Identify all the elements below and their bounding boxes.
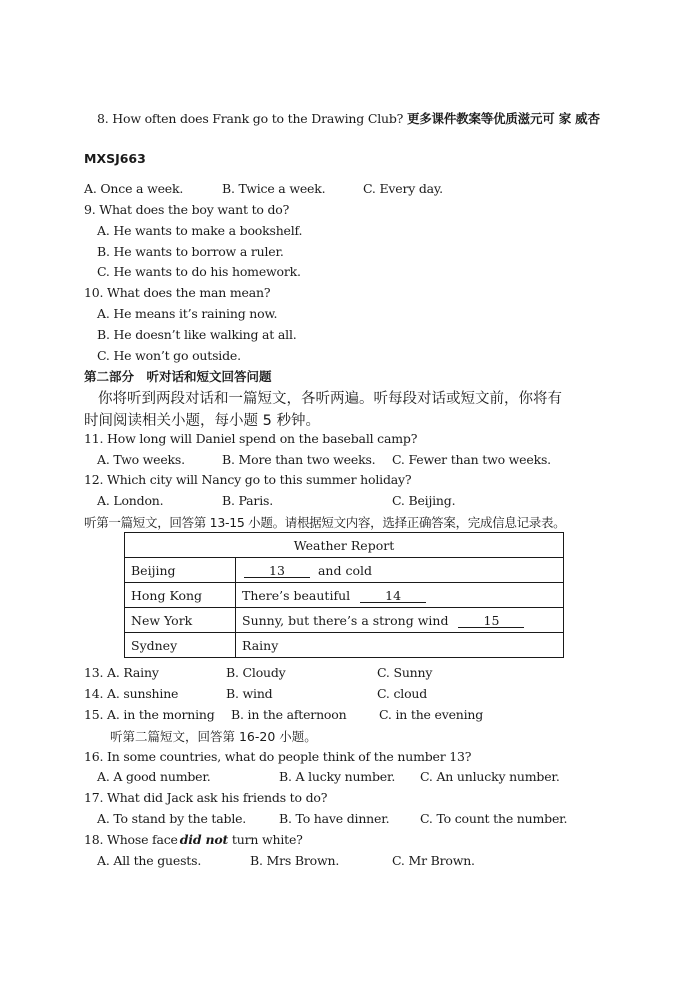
q11-option-c: C. Fewer than two weeks. (392, 452, 551, 467)
q18-question-emphasis: did not (179, 832, 229, 847)
q15-option-a: 15. A. in the morning (84, 707, 215, 722)
q17-question: 17. What did Jack ask his friends to do? (84, 790, 328, 805)
passage2-instructions: 听第二篇短文，回答第 16-20 小题。 (110, 729, 317, 744)
code-label: MXSJ663 (84, 151, 146, 166)
q17-option-c: C. To count the number. (420, 811, 568, 826)
q10-option-a: A. He means it’s raining now. (97, 306, 278, 321)
q10-question: 10. What does the man mean? (84, 285, 271, 300)
q18-option-c: C. Mr Brown. (392, 853, 475, 868)
q8-option-a: A. Once a week. (84, 181, 184, 196)
q16-option-a: A. A good number. (97, 769, 211, 784)
city-cell: Hong Kong (125, 583, 236, 608)
q14-option-c: C. cloud (377, 686, 428, 701)
table-row (125, 583, 564, 608)
q8-option-c: C. Every day. (363, 181, 443, 196)
q18-question-post: turn white? (231, 832, 303, 847)
weather-report-title: Weather Report (125, 533, 564, 558)
table-row (125, 608, 564, 633)
answer-blank-15: 15 (458, 614, 524, 628)
weather-cell (236, 583, 564, 608)
q13-option-b: B. Cloudy (226, 665, 286, 680)
answer-blank-14: 14 (360, 589, 426, 603)
q12-option-c: C. Beijing. (392, 493, 456, 508)
q18-question-pre: 18. Whose face (84, 832, 178, 847)
promo-text: 更多课件教案等优质滋元可 家 威杏 (406, 111, 600, 126)
q9-option-c: C. He wants to do his homework. (97, 264, 301, 279)
passage1-instructions: 听第一篇短文，回答第 13-15 小题。请根据短文内容，选择正确答案，完成信息记录表。 (84, 515, 566, 530)
table-row (125, 558, 564, 583)
q9-option-a: A. He wants to make a bookshelf. (97, 223, 303, 238)
q18-option-b: B. Mrs Brown. (250, 853, 340, 868)
city-cell: Beijing (125, 558, 236, 583)
part2-instructions-line2: 时间阅读相关小题，每小题 5 秒钟。 (84, 413, 320, 429)
q9-question: 9. What does the boy want to do? (84, 202, 290, 217)
q9-option-b: B. He wants to borrow a ruler. (97, 244, 284, 259)
q14-option-a: 14. A. sunshine (84, 686, 179, 701)
weather-text: Sunny, but there’s a strong wind (242, 612, 449, 628)
q18-option-a: A. All the guests. (97, 853, 202, 868)
weather-report-table (124, 532, 564, 658)
answer-blank-13: 13 (244, 564, 310, 578)
q13-option-a: 13. A. Rainy (84, 665, 159, 680)
weather-cell: Rainy (236, 633, 564, 658)
q8-question-text: 8. How often does Frank go to the Drawing Club? (97, 111, 404, 126)
q10-option-b: B. He doesn’t like walking at all. (97, 327, 297, 342)
weather-cell (236, 558, 564, 583)
q18-question (84, 832, 303, 847)
q17-option-a: A. To stand by the table. (97, 811, 247, 826)
q8-option-b: B. Twice a week. (222, 181, 326, 196)
q11-question: 11. How long will Daniel spend on the baseball camp? (84, 431, 418, 446)
q17-option-b: B. To have dinner. (279, 811, 390, 826)
q11-option-b: B. More than two weeks. (222, 452, 376, 467)
weather-text: There’s beautiful (242, 587, 351, 603)
part2-instructions-line1: 你将听到两段对话和一篇短文，各听两遍。听每段对话或短文前，你将有 (98, 391, 562, 407)
weather-text: and cold (317, 562, 372, 578)
weather-cell (236, 608, 564, 633)
q12-option-a: A. London. (97, 493, 164, 508)
q16-question: 16. In some countries, what do people think of the number 13? (84, 749, 472, 764)
q16-option-c: C. An unlucky number. (420, 769, 560, 784)
q8-question (97, 109, 600, 127)
q16-option-b: B. A lucky number. (279, 769, 396, 784)
table-row (125, 633, 564, 658)
table-title-row (125, 533, 564, 558)
city-cell: Sydney (125, 633, 236, 658)
q10-option-c: C. He won’t go outside. (97, 348, 241, 363)
q12-question: 12. Which city will Nancy go to this summer holiday? (84, 472, 412, 487)
q11-option-a: A. Two weeks. (97, 452, 185, 467)
city-cell: New York (125, 608, 236, 633)
q15-option-b: B. in the afternoon (231, 707, 347, 722)
part2-title: 第二部分 听对话和短文回答问题 (84, 369, 272, 384)
q14-option-b: B. wind (226, 686, 273, 701)
q15-option-c: C. in the evening (379, 707, 484, 722)
q12-option-b: B. Paris. (222, 493, 273, 508)
q13-option-c: C. Sunny (377, 665, 433, 680)
